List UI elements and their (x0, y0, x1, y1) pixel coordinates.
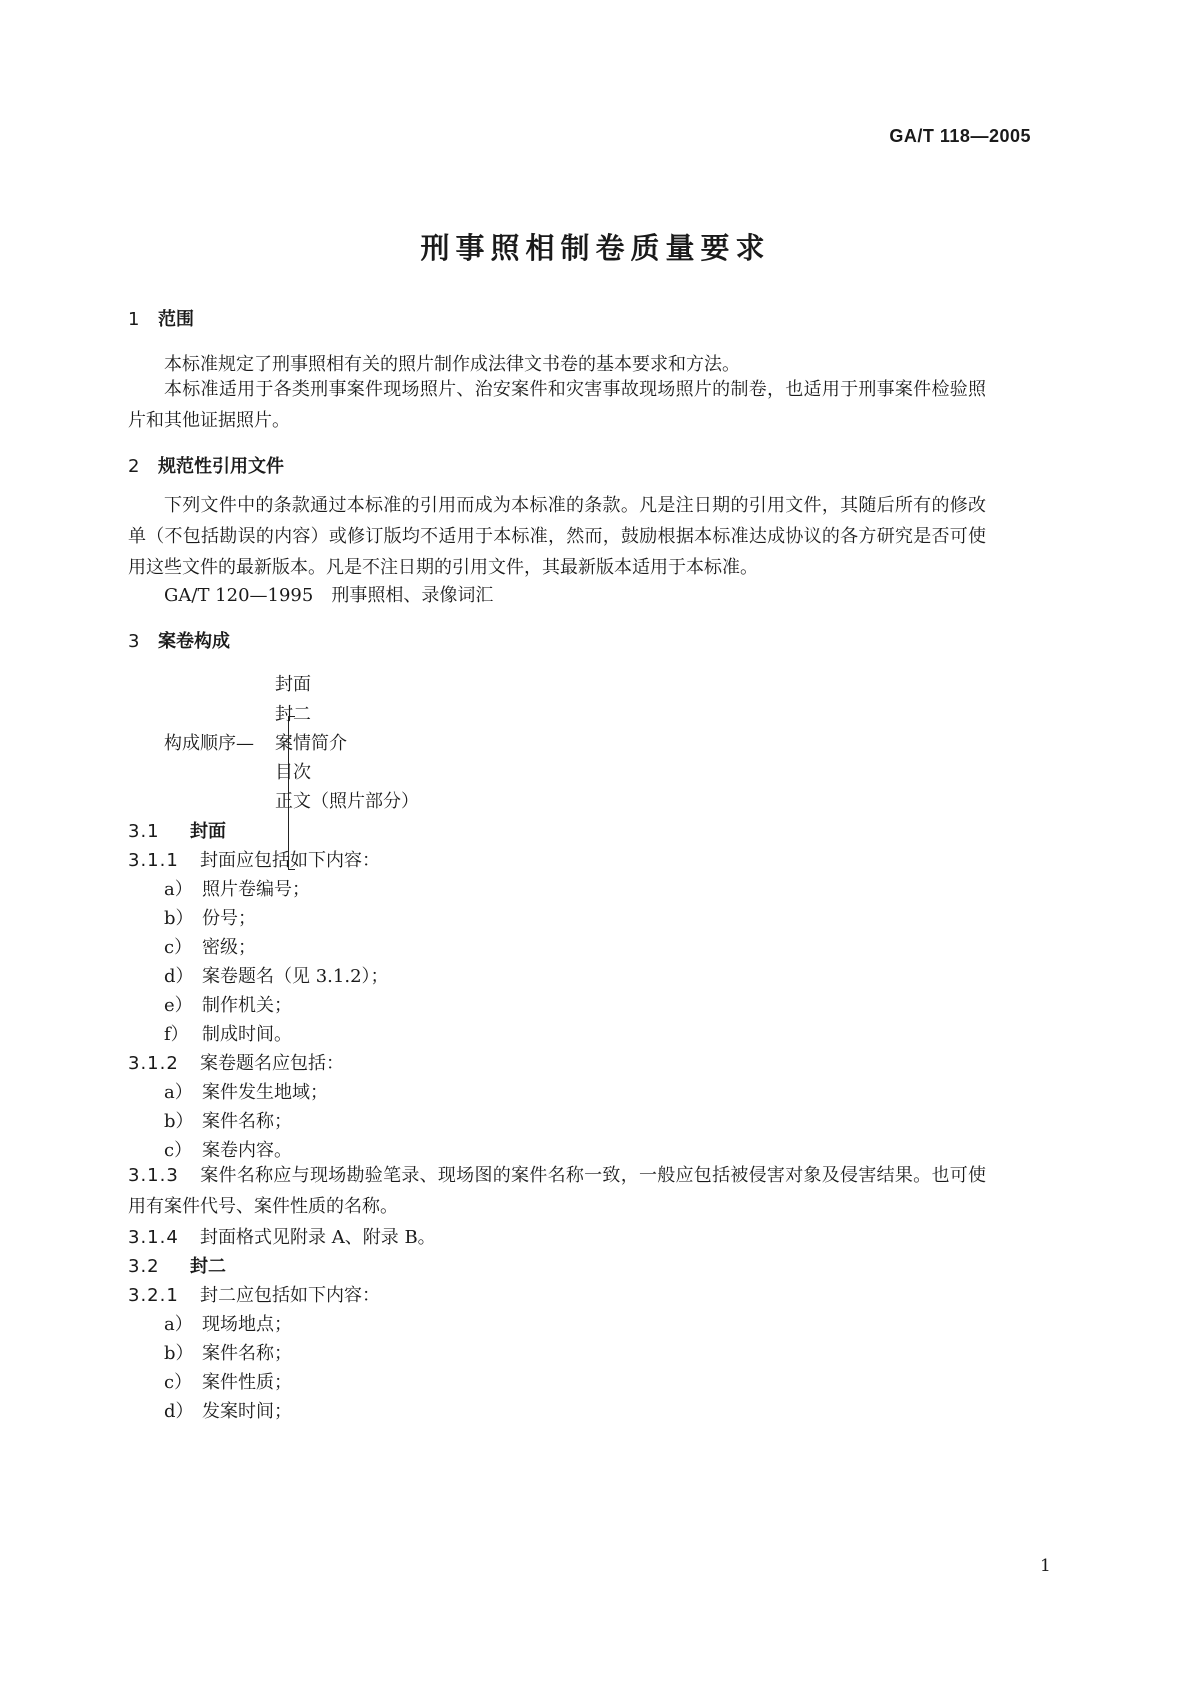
section-1-heading (128, 305, 194, 331)
clause-number: 3.2.1 (128, 1285, 179, 1306)
list-item: d） 发案时间； (164, 1401, 292, 1422)
clause-number: 3.1.1 (128, 850, 179, 871)
paragraph: 下列文件中的条款通过本标准的引用而成为本标准的条款。凡是注日期的引用文件，其随后所有的修改单（不包括勘误的内容）或修订版均不适用于本标准，然而，鼓励根据本标准达成协议的各方研究是否可使用这些文件的最新版本。凡是不注日期的引用文件，其最新版本适用于本标准。 (128, 495, 986, 578)
list-item: e） 制作机关； (164, 995, 292, 1016)
clause-text: 案卷题名应包括： (200, 1053, 344, 1074)
document-title: 刑事照相制卷质量要求 (420, 231, 771, 265)
clause-number: 3.1.3 (128, 1165, 179, 1186)
order-label: 构成顺序— (164, 733, 254, 754)
section-2-heading (128, 452, 284, 478)
reference-entry: GA/T 120—1995 刑事照相、录像词汇 (164, 585, 494, 606)
section-title: 范围 (158, 309, 194, 330)
list-item: a） 照片卷编号； (164, 879, 310, 900)
list-item: c） 案件性质； (164, 1372, 292, 1393)
list-item: c） 案卷内容。 (164, 1140, 292, 1161)
page-number: 1 (1040, 1556, 1051, 1576)
order-item: 案情简介 (275, 733, 347, 754)
subsection-number: 3.2 (128, 1256, 160, 1277)
list-item: b） 份号； (164, 908, 256, 929)
list-item: f） 制成时间。 (164, 1024, 292, 1045)
clause-number: 3.1.2 (128, 1053, 179, 1074)
clause-text: 封二应包括如下内容： (200, 1285, 380, 1306)
clause-number: 3.1.4 (128, 1227, 179, 1248)
section-title: 规范性引用文件 (158, 456, 284, 477)
clause-text: 封面格式见附录 A、附录 B。 (200, 1227, 436, 1248)
clause-3-2-1 (128, 1281, 380, 1307)
subsection-3-1-heading (128, 817, 226, 843)
clause-3-1-4 (128, 1223, 436, 1249)
standard-number: GA/T 118—2005 (889, 126, 1031, 146)
subsection-3-2-heading (128, 1252, 226, 1278)
clause-text: 案件名称应与现场勘验笔录、现场图的案件名称一致，一般应包括被侵害对象及侵害结果。也可使用有案件代号、案件性质的名称。 (128, 1165, 986, 1217)
section-number: 3 (128, 631, 140, 652)
section-number: 1 (128, 309, 140, 330)
order-item: 正文（照片部分） (275, 791, 419, 812)
list-item: c） 密级； (164, 937, 256, 958)
order-item: 目次 (275, 762, 311, 783)
clause-text: 封面应包括如下内容： (200, 850, 380, 871)
section-3-heading (128, 627, 230, 653)
clause-3-1-2 (128, 1049, 344, 1075)
list-item: b） 案件名称； (164, 1111, 292, 1132)
list-item: b） 案件名称； (164, 1343, 292, 1364)
order-item: 封二 (275, 704, 311, 725)
subsection-title: 封二 (190, 1256, 226, 1277)
section-number: 2 (128, 456, 140, 477)
list-item: a） 案件发生地域； (164, 1082, 328, 1103)
clause-3-1-3 (128, 1160, 986, 1222)
section-title: 案卷构成 (158, 631, 230, 652)
list-item: a） 现场地点； (164, 1314, 292, 1335)
order-item: 封面 (275, 674, 311, 695)
subsection-title: 封面 (190, 821, 226, 842)
subsection-number: 3.1 (128, 821, 160, 842)
paragraph: 本标准适用于各类刑事案件现场照片、治安案件和灾害事故现场照片的制卷，也适用于刑事案件检验照片和其他证据照片。 (128, 379, 986, 431)
paragraph: 本标准规定了刑事照相有关的照片制作成法律文书卷的基本要求和方法。 (164, 354, 740, 375)
clause-3-1-1 (128, 846, 380, 872)
list-item: d） 案卷题名（见 3.1.2）； (164, 966, 389, 987)
